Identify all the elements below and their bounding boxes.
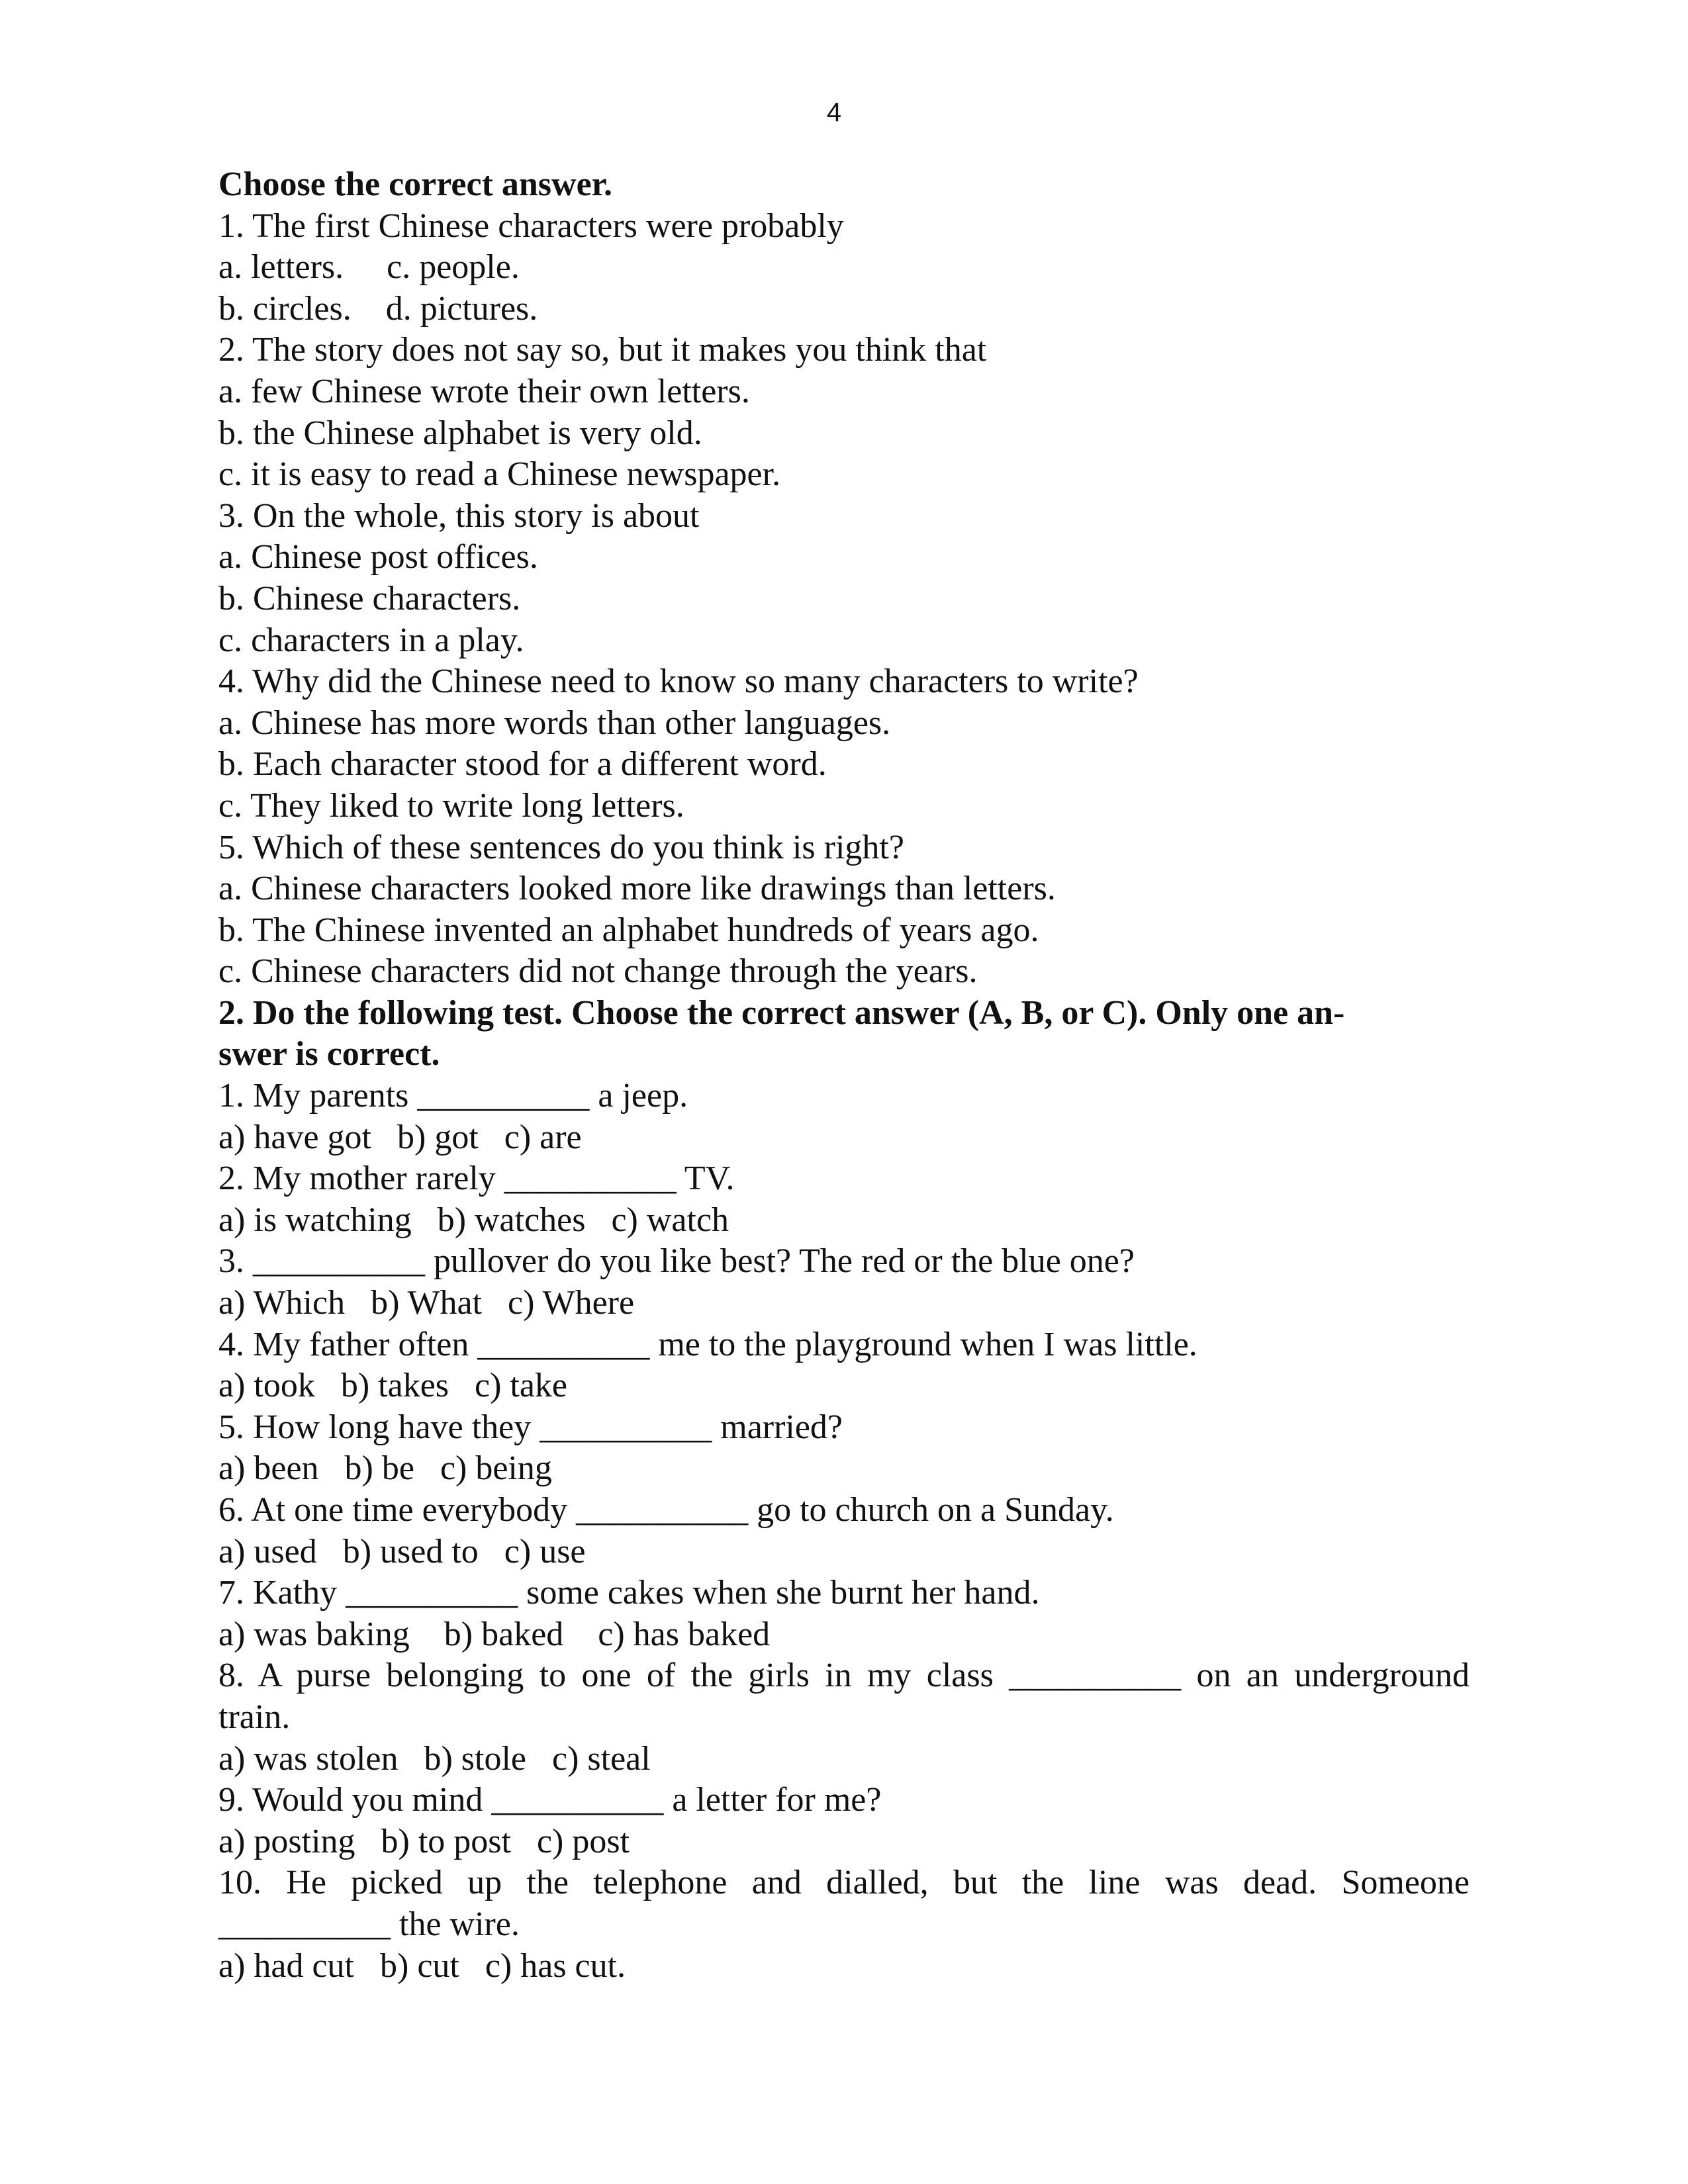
page-number: 4 bbox=[826, 98, 842, 127]
answer-options: a) was stolen b) stole c) steal bbox=[218, 1739, 651, 1778]
test-question-8: 8. A purse belonging to one of the girls in my class __________ on an underground bbox=[218, 1657, 1470, 1695]
answer-option: c. Chinese characters did not change through the years. bbox=[218, 952, 978, 991]
answer-option: a. Chinese has more words than other languages. bbox=[218, 704, 891, 742]
answer-options: a) is watching b) watches c) watch bbox=[218, 1201, 729, 1239]
test-question-6: 6. At one time everybody __________ go to church on a Sunday. bbox=[218, 1491, 1114, 1529]
answer-options: a) have got b) got c) are bbox=[218, 1118, 582, 1156]
answer-option: a. Chinese characters looked more like drawings than letters. bbox=[218, 870, 1056, 908]
test-question-10: 10. He picked up the telephone and dialled, but the line was dead. Someone bbox=[218, 1864, 1470, 1902]
answer-options: a) had cut b) cut c) has cut. bbox=[218, 1946, 626, 1985]
answer-option: c. it is easy to read a Chinese newspaper. bbox=[218, 455, 781, 494]
answer-option: a. few Chinese wrote their own letters. bbox=[218, 372, 750, 410]
test-question-9: 9. Would you mind __________ a letter for me? bbox=[218, 1781, 882, 1819]
test-heading: 2. Do the following test. Choose the correct answer (A, B, or C). Only one an- bbox=[218, 993, 1345, 1032]
answer-options: a) been b) be c) being bbox=[218, 1449, 552, 1488]
answer-option: b. Chinese characters. bbox=[218, 579, 521, 617]
question-4: 4. Why did the Chinese need to know so many characters to write? bbox=[218, 662, 1139, 701]
question-5: 5. Which of these sentences do you think is right? bbox=[218, 828, 904, 866]
test-question-3: 3. __________ pullover do you like best? The red or the blue one? bbox=[218, 1242, 1135, 1281]
answer-options: b. circles. d. pictures. bbox=[218, 289, 538, 328]
answer-option: c. They liked to write long letters. bbox=[218, 786, 684, 825]
test-question-2: 2. My mother rarely __________ TV. bbox=[218, 1160, 735, 1198]
answer-option: b. the Chinese alphabet is very old. bbox=[218, 414, 702, 452]
test-question-4: 4. My father often __________ me to the playground when I was little. bbox=[218, 1325, 1197, 1363]
test-question-5: 5. How long have they __________ married? bbox=[218, 1408, 843, 1446]
answer-option: b. The Chinese invented an alphabet hundreds of years ago. bbox=[218, 911, 1039, 949]
test-question-10-continued: __________ the wire. bbox=[218, 1905, 520, 1943]
answer-option: c. characters in a play. bbox=[218, 621, 524, 659]
exercise-text bbox=[218, 164, 1470, 1987]
answer-options: a) took b) takes c) take bbox=[218, 1367, 568, 1405]
test-question-7: 7. Kathy __________ some cakes when she burnt her hand. bbox=[218, 1574, 1040, 1612]
answer-option: b. Each character stood for a different word. bbox=[218, 745, 827, 784]
test-heading-continued: swer is correct. bbox=[218, 1035, 440, 1073]
question-3: 3. On the whole, this story is about bbox=[218, 496, 700, 535]
test-question-1: 1. My parents __________ a jeep. bbox=[218, 1077, 688, 1115]
answer-options: a. letters. c. people. bbox=[218, 248, 520, 287]
answer-options: a) was baking b) baked c) has baked bbox=[218, 1615, 771, 1653]
answer-options: a) Which b) What c) Where bbox=[218, 1284, 635, 1322]
answer-options: a) posting b) to post c) post bbox=[218, 1822, 630, 1860]
answer-option: a. Chinese post offices. bbox=[218, 538, 538, 576]
question-2: 2. The story does not say so, but it makes you think that bbox=[218, 331, 987, 369]
section-heading: Choose the correct answer. bbox=[218, 165, 612, 203]
answer-options: a) used b) used to c) use bbox=[218, 1532, 586, 1570]
question-1: 1. The first Chinese characters were probably bbox=[218, 206, 844, 245]
test-question-8-continued: train. bbox=[218, 1698, 291, 1736]
